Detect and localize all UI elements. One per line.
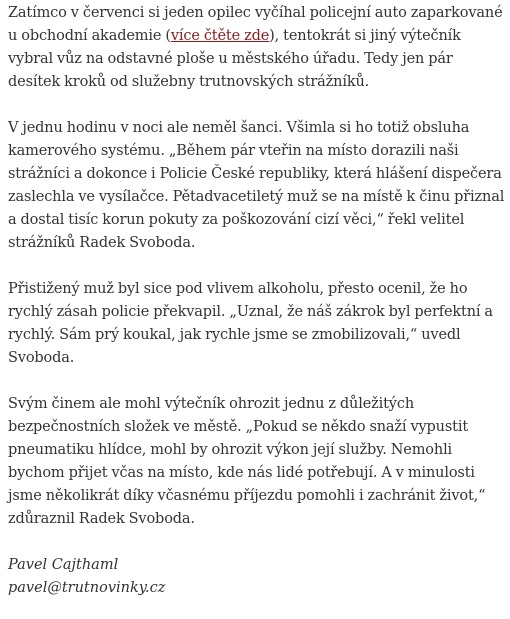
paragraph-1 xyxy=(8,2,508,94)
author-signature xyxy=(8,554,508,600)
paragraph-3: Přistižený muž byl sice pod vlivem alkoholu, přesto ocenil, že ho rychlý zásah policie překvapil. „Uznal, že náš zákrok byl perfektní a rychlý. Sám prý koukal, jak rychle jsme se zmobilizovali,“ uvedl Svoboda. xyxy=(8,281,493,366)
paragraph-2: V jednu hodinu v noci ale neměl šanci. Všimla si ho totiž obsluha kamerového systému. „Během pár vteřin na místo dorazili naši strážníci a dokonce i Policie České republiky, která hlášení dispečera zaslechla ve vysílačce. Pětadvacetiletý muž se na místě k činu přiznal a dostal tisíc korun pokuty za poškozování cizí věci,“ řekl velitel strážníků Radek Svoboda. xyxy=(8,120,505,251)
paragraph-1-text-before: Zatímco v červenci si jeden opilec vyčíhal policejní auto zaparkované u obchodní akademie ( xyxy=(8,5,503,44)
author-name: Pavel Cajthaml xyxy=(8,557,119,573)
author-email: pavel@trutnovinky.cz xyxy=(8,580,166,596)
read-more-link[interactable]: více čtěte zde xyxy=(170,28,270,44)
paragraph-1-text-after: ), tentokrát si jiný výtečník vybral vůz na odstavné ploše u městského úřadu. Tedy jen pár desítek kroků od služebny trutnovských strážníků. xyxy=(8,28,461,90)
paragraph-4: Svým činem ale mohl výtečník ohrozit jednu z důležitých bezpečnostních složek ve městě. „Pokud se někdo snaží vypustit pneumatiku hlídce, mohl by ohrozit výkon její služby. Nemohli bychom přijet včas na místo, kde nás lidé potřebují. A v minulosti jsme několikrát díky včasnému příjezdu pomohli i zachránit život,“ zdůraznil Radek Svoboda. xyxy=(8,396,486,527)
